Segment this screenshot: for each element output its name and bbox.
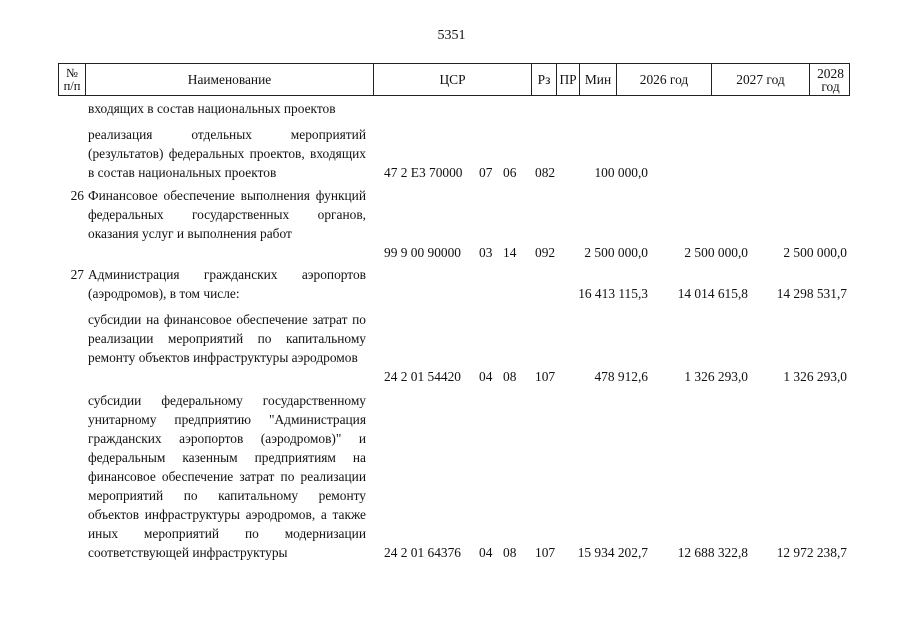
row-value-2026: 15 934 202,7 [577,545,648,560]
row-number: 27 [70,267,84,282]
page-number: 5351 [437,28,466,43]
header-year-2028: 2028 год [809,64,851,95]
row-min: 092 [535,245,556,260]
header-num: № п/п [63,65,81,93]
row-name: субсидии на финансовое обеспечение затрат по реализации мероприятий по капитальному ремонту объектов инфраструктуры аэродромов [88,312,366,365]
row-name: Финансовое обеспечение выполнения функций федеральных государственных органов, оказания услуг и выполнения работ [88,188,366,241]
row-rz: 07 [479,165,493,180]
row-rz: 04 [479,369,493,384]
header-rz: Рз [531,64,556,95]
table-row [58,310,850,386]
row-name: входящих в состав национальных проектов [88,101,336,116]
table-row [58,186,850,262]
row-value-2027: 12 688 322,8 [677,545,748,560]
row-value-2028: 2 500 000,0 [783,245,847,260]
header-pr: ПР [556,64,579,95]
table-row [58,391,850,571]
row-min: 107 [535,369,556,384]
row-pr: 08 [503,545,517,560]
row-value-2027: 2 500 000,0 [684,245,748,260]
row-value-2026: 100 000,0 [594,165,648,180]
table-row [58,99,850,119]
row-csr: 24 2 01 54420 [384,369,461,384]
row-value-2028: 14 298 531,7 [776,286,847,301]
table-header [58,63,850,96]
row-csr: 24 2 01 64376 [384,545,461,560]
row-pr: 14 [503,245,517,260]
row-value-2028: 1 326 293,0 [783,369,847,384]
row-name: субсидии федеральному государственному унитарному предприятию "Администрация гражданских аэропортов (аэродромов)" и федеральным казенным предприятиям на финансовое обеспечение затрат по реализации мероприятий по капитальному ремонту объектов инфраструктуры аэродромов, а также иных мероприятий по модернизации соответствующей инфраструктуры [88,393,366,560]
row-rz: 03 [479,245,493,260]
header-year-2027: 2027 год [711,64,809,95]
row-value-2026: 16 413 115,3 [578,286,648,301]
row-pr: 06 [503,165,517,180]
row-pr: 08 [503,369,517,384]
row-min: 082 [535,165,556,180]
row-rz: 04 [479,545,493,560]
header-name: Наименование [85,64,373,95]
row-name: реализация отдельных мероприятий (результатов) федеральных проектов, входящих в состав национальных проектов [88,127,366,180]
table-row [58,125,850,182]
row-min: 107 [535,545,556,560]
row-value-2026: 478 912,6 [594,369,648,384]
row-value-2027: 14 014 615,8 [677,286,748,301]
row-value-2026: 2 500 000,0 [584,245,648,260]
row-csr: 99 9 00 90000 [384,245,461,260]
row-value-2027: 1 326 293,0 [684,369,748,384]
row-number: 26 [70,188,84,203]
row-csr: 47 2 E3 70000 [384,165,463,180]
row-value-2028: 12 972 238,7 [776,545,847,560]
header-year-2026: 2026 год [616,64,711,95]
header-csr: ЦСР [373,64,531,95]
header-min: Мин [579,64,616,95]
row-name: Администрация гражданских аэропортов (аэродромов), в том числе: [88,267,366,301]
table-row [58,265,850,303]
